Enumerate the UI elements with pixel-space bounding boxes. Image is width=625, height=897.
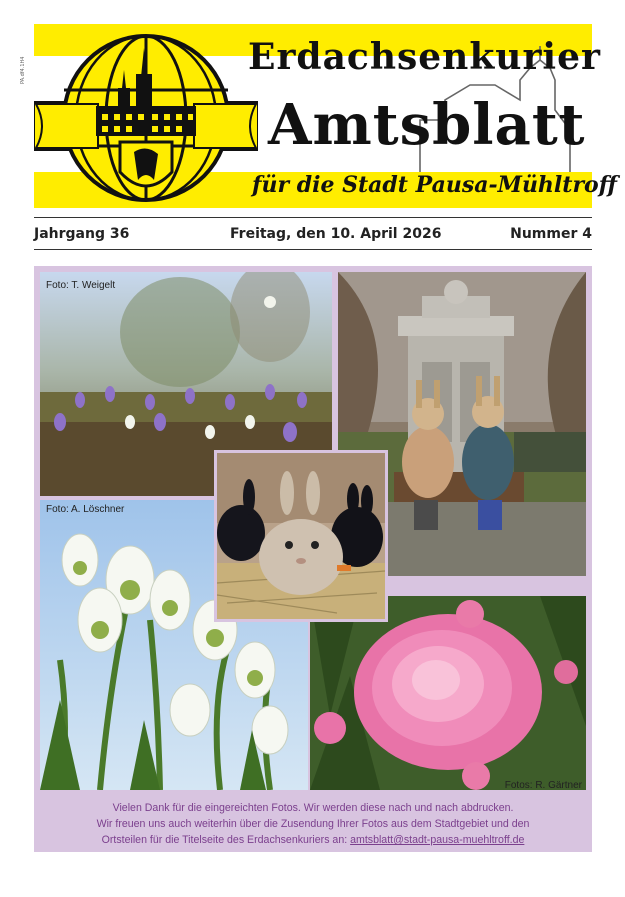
issue-volume: Jahrgang 36 <box>34 226 130 242</box>
photo-peony <box>310 596 586 790</box>
caption-line-3 <box>34 832 592 848</box>
caption-line-1: Vielen Dank für die eingereichten Fotos. Wir werden diese nach und nach abdrucken. <box>112 802 514 814</box>
photo-rabbits <box>214 450 388 622</box>
masthead-subtitle-city: für die Stadt Pausa-Mühltroff <box>252 172 617 198</box>
masthead-title-erdachsenkurier: Erdachsenkurier <box>248 36 601 78</box>
photo-credit-loeschner: Foto: A. Löschner <box>46 504 125 515</box>
photo-collage <box>34 266 592 852</box>
issue-number: Nummer 4 <box>510 226 592 242</box>
side-code: PA.df4.1H4 <box>20 56 26 84</box>
photo-credit-gaertner: Fotos: R. Gärtner <box>504 780 582 791</box>
email-link[interactable]: amtsblatt@stadt-pausa-muehltroff.de <box>350 834 525 846</box>
masthead <box>0 0 625 215</box>
city-logo <box>34 30 258 206</box>
issue-date: Freitag, den 10. April 2026 <box>230 226 442 242</box>
photo-caption <box>34 796 592 852</box>
caption-line-3-text: Ortsteilen für die Titelseite des Erdachsenkuriers an: <box>101 834 351 846</box>
photo-credit-weigelt: Foto: T. Weigelt <box>46 280 116 291</box>
issue-rule-bottom <box>34 249 592 250</box>
issue-rule-top <box>34 217 592 218</box>
masthead-title-amtsblatt: Amtsblatt <box>268 92 586 158</box>
caption-line-2: Wir freuen uns auch weiterhin über die Zusendung Ihrer Fotos aus dem Stadtgebiet und den <box>96 818 530 830</box>
